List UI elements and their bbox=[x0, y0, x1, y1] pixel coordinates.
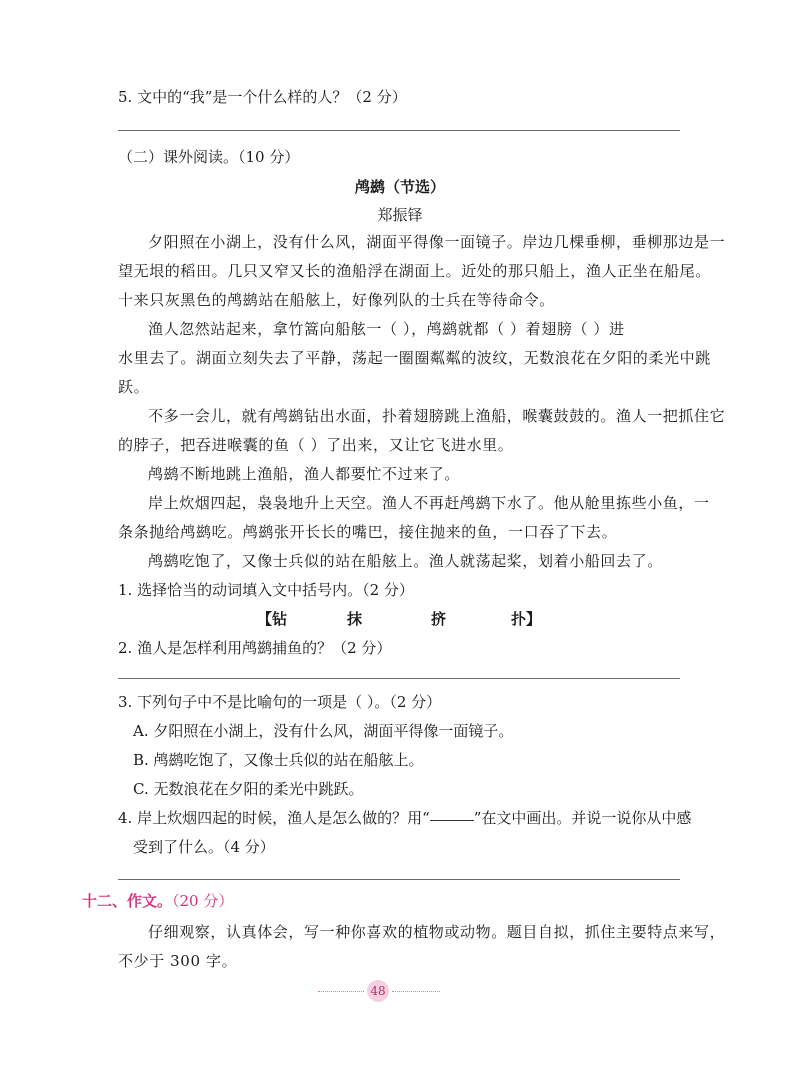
verb-option: 【钻 bbox=[257, 610, 288, 628]
question-4-text-cont: ”在文中画出。并说一说你从中感 bbox=[473, 809, 692, 827]
question-2: 2. 渔人是怎样利用鸬鹚捕鱼的？（2 分） bbox=[118, 639, 392, 657]
article-line: 鸬鹚不断地跳上渔船，渔人都要忙不过来了。 bbox=[148, 465, 461, 483]
section-2-heading: （二）课外阅读。（10 分） bbox=[118, 148, 300, 166]
question-4 bbox=[118, 807, 691, 828]
footer-dots-left bbox=[318, 991, 364, 992]
option-a: A. 夕阳照在小湖上，没有什么风，湖面平得像一面镜子。 bbox=[133, 722, 514, 740]
article-title: 鸬鹚（节选） bbox=[354, 178, 445, 196]
article-line: 渔人忽然站起来，拿竹篙向船舷一（ ），鸬鹚就都（ ）着翅膀（ ）进 bbox=[148, 320, 625, 338]
question-3: 3. 下列句子中不是比喻句的一项是（ ）。（2 分） bbox=[118, 693, 442, 711]
footer-dots-right bbox=[392, 991, 440, 992]
question-4-text: 4. 岸上炊烟四起的时候，渔人是怎么做的？用“ bbox=[118, 809, 430, 827]
answer-line-q4[interactable] bbox=[118, 879, 680, 880]
answer-line-q2[interactable] bbox=[118, 678, 680, 679]
section-12-title: 十二、作文。 bbox=[82, 892, 173, 910]
question-1: 1. 选择恰当的动词填入文中括号内。（2 分） bbox=[118, 581, 414, 599]
question-4-line2: 受到了什么。（4 分） bbox=[133, 838, 275, 856]
article-line: 条条抛给鸬鹚吃。鸬鹚张开长长的嘴巴，接住抛来的鱼，一口吞了下去。 bbox=[118, 523, 618, 541]
option-c: C. 无数浪花在夕阳的柔光中跳跃。 bbox=[133, 780, 364, 798]
option-b: B. 鸬鹚吃饱了，又像士兵似的站在船舷上。 bbox=[133, 751, 424, 769]
verb-option: 挤 bbox=[431, 610, 447, 628]
underline-marker bbox=[430, 820, 474, 821]
verb-option: 抹 bbox=[347, 610, 363, 628]
article-line: 望无垠的稻田。几只又窄又长的渔船浮在湖面上。近处的那只船上，渔人正坐在船尾。 bbox=[118, 262, 711, 280]
composition-prompt: 仔细观察，认真体会，写一种你喜欢的植物或动物。题目自拟，抓住主要特点来写， bbox=[148, 923, 726, 941]
verb-option: 扑】 bbox=[511, 610, 542, 628]
composition-prompt-2: 不少于 300 字。 bbox=[118, 952, 238, 970]
article-line: 跃。 bbox=[118, 378, 150, 396]
question-5: 5. 文中的“我”是一个什么样的人？（2 分） bbox=[118, 88, 407, 106]
article-line: 十来只灰黑色的鸬鹚站在船舷上，好像列队的士兵在等待命令。 bbox=[118, 291, 555, 309]
answer-line-q5[interactable] bbox=[118, 130, 680, 131]
section-12-heading bbox=[82, 890, 233, 911]
article-line: 夕阳照在小湖上，没有什么风，湖面平得像一面镜子。岸边几棵垂柳，垂柳那边是一 bbox=[148, 233, 726, 251]
article-author: 郑振铎 bbox=[377, 206, 423, 224]
article-line: 水里去了。湖面立刻失去了平静，荡起一圈圈粼粼的波纹，无数浪花在夕阳的柔光中跳 bbox=[118, 349, 711, 367]
article-line: 鸬鹚吃饱了，又像士兵似的站在船舷上。渔人就荡起桨，划着小船回去了。 bbox=[148, 552, 663, 570]
page-number: 48 bbox=[367, 980, 389, 1002]
article-line: 岸上炊烟四起，袅袅地升上天空。渔人不再赶鸬鹚下水了。他从舱里拣些小鱼，一 bbox=[148, 494, 710, 512]
section-12-points: （20 分） bbox=[172, 892, 234, 910]
article-line: 不多一会儿，就有鸬鹚钻出水面，扑着翅膀跳上渔船，喉囊鼓鼓的。渔人一把抓住它 bbox=[148, 407, 726, 425]
article-line: 的脖子，把吞进喉囊的鱼（ ）了出来，又让它飞进水里。 bbox=[118, 436, 514, 454]
